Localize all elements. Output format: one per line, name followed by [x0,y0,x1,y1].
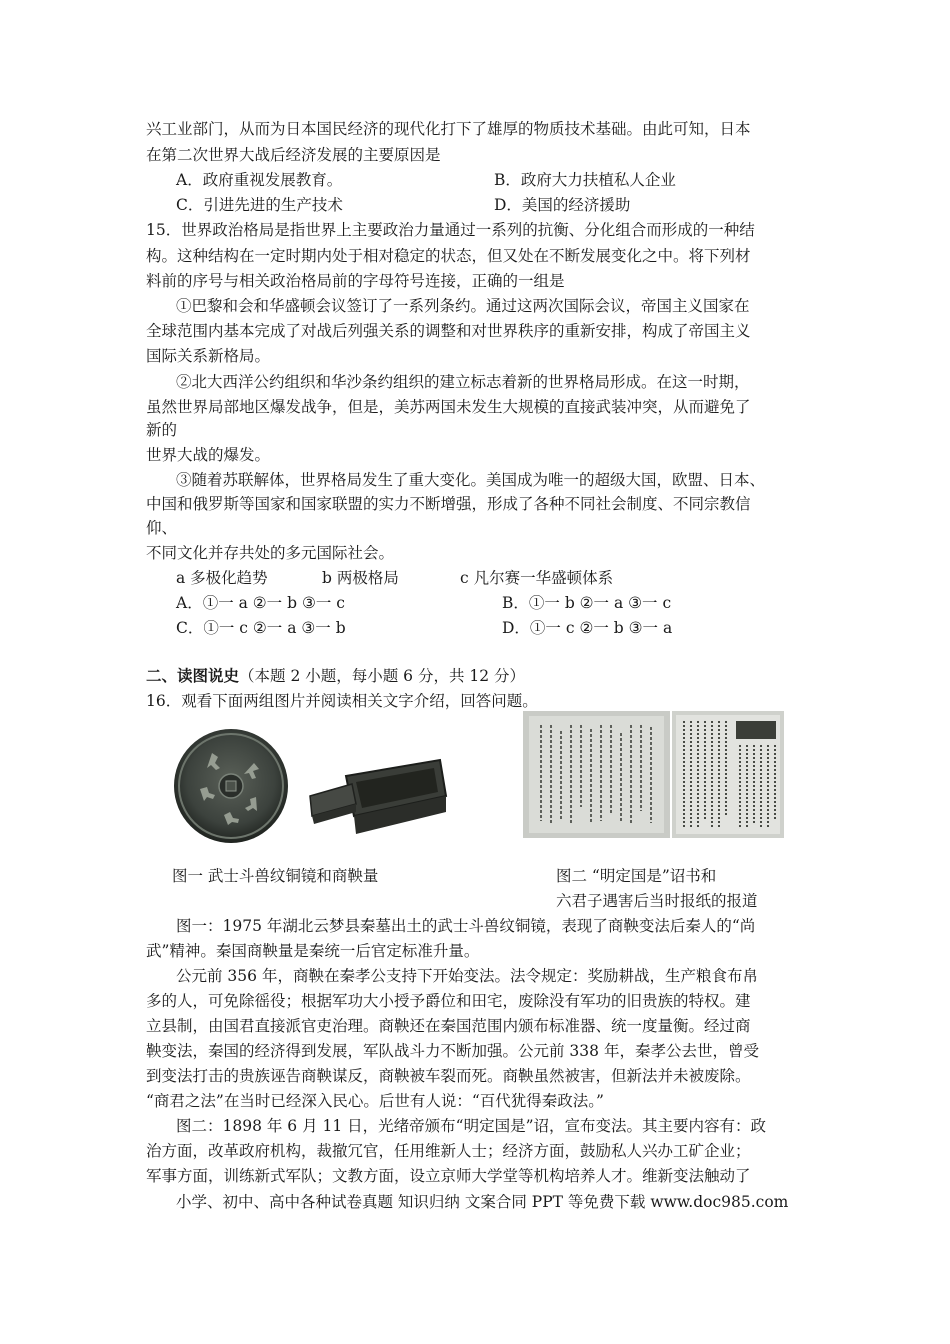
figure-2-caption: 六君子遇害后当时报纸的报道 [556,892,758,910]
section-title: 二、读图说史 [146,667,240,685]
q15-material-3-line: ③随着苏联解体，世界格局发生了重大变化。美国成为唯一的超级大国，欧盟、日本、 [176,471,766,489]
q15-material-1-line: ①巴黎和会和华盛顿会议签订了一系列条约。通过这两次国际会议，帝国主义国家在 [176,297,750,315]
newspaper-report-image [672,711,784,838]
q16-paragraph-line: 到变法打击的贵族诬告商鞅谋反，商鞅被车裂而死。商鞅虽然被害，但新法并未被废除。 [146,1067,751,1085]
q15-stem-line: 15．世界政治格局是指世界上主要政治力量通过一系列的抗衡、分化组合而形成的一种结 [146,221,755,239]
q16-paragraph-line: 鞅变法，秦国的经济得到发展，军队战斗力不断加强。公元前 338 年，秦孝公去世，曾受 [146,1042,759,1060]
q15-material-3-line: 仰、 [146,519,178,537]
q15-stem-line: 料前的序号与相关政治格局前的字母符号连接，正确的一组是 [146,272,565,290]
q16-paragraph-line: 立县制，由国君直接派官吏治理。商鞅还在秦国范围内颁布标准器、统一度量衡。经过商 [146,1017,751,1035]
page-footer: 小学、初中、高中各种试卷真题 知识归纳 文案合同 PPT 等免费下载 www.doc985.com [176,1193,789,1211]
q16-paragraph-line: 多的人，可免除徭役；根据军功大小授予爵位和田宅，废除没有军功的旧贵族的特权。建 [146,992,751,1010]
pattern-b: b 两极格局 [322,569,399,587]
q15-option-b: B．①一 b ②一 a ③一 c [502,594,672,612]
q14-option-b: B．政府大力扶植私人企业 [494,171,676,189]
q15-material-1-line: 全球范围内基本完成了对战后列强关系的调整和对世界秩序的重新安排，构成了帝国主义 [146,322,751,340]
edict-document-image [523,711,670,838]
q14-option-a: A．政府重视发展教育。 [176,171,343,189]
q15-option-d: D．①一 c ②一 b ③一 a [502,619,673,637]
q16-stem: 16．观看下面两组图片并阅读相关文字介绍，回答问题。 [146,692,538,710]
bronze-mirror-image [172,727,290,845]
q14-option-d: D．美国的经济援助 [494,196,631,214]
figure-1-caption: 图一 武士斗兽纹铜镜和商鞅量 [172,867,379,885]
pattern-c: c 凡尔赛一华盛顿体系 [460,569,614,587]
q16-paragraph-line: 图一：1975 年湖北云梦县秦墓出土的武士斗兽纹铜镜，表现了商鞅变法后秦人的“尚 [176,917,756,935]
section-note: （本题 2 小题，每小题 6 分，共 12 分） [239,667,526,685]
pattern-a: a 多极化趋势 [176,569,268,587]
q16-paragraph-line: 武”精神。秦国商鞅量是秦统一后官定标准升量。 [146,942,480,960]
q15-option-a: A．①一 a ②一 b ③一 c [176,594,345,612]
shang-yang-measure-image [306,754,448,842]
q16-paragraph-line: 军事方面，训练新式军队；文教方面，设立京师大学堂等机构培养人才。维新变法触动了 [146,1167,751,1185]
figure-2-caption: 图二 “明定国是”诏书和 [556,867,717,885]
q16-paragraph-line: 图二：1898 年 6 月 11 日，光绪帝颁布“明定国是”诏，宣布变法。其主要内容有：政 [176,1117,767,1135]
q15-material-2-line: 虽然世界局部地区爆发战争，但是，美苏两国未发生大规模的直接武装冲突，从而避免了 [146,398,751,416]
q15-option-c: C．①一 c ②一 a ③一 b [176,619,346,637]
section-heading [146,666,525,686]
q16-paragraph-line: 公元前 356 年，商鞅在秦孝公支持下开始变法。法令规定：奖励耕战，生产粮食布帛 [176,967,758,985]
q15-material-1-line: 国际关系新格局。 [146,347,271,365]
q15-material-3-line: 不同文化并存共处的多元国际社会。 [146,544,395,562]
q16-paragraph-line: 治方面，改革政府机构，裁撤冗官，任用维新人士；经济方面，鼓励私人兴办工矿企业； [146,1142,751,1160]
q15-material-3-line: 中国和俄罗斯等国家和国家联盟的实力不断增强，形成了各种不同社会制度、不同宗教信 [146,495,751,513]
q15-material-2-line: 新的 [146,421,178,439]
q16-paragraph-line: “商君之法”在当时已经深入民心。后世有人说：“百代犹得秦政法。” [146,1092,604,1110]
body-text-line: 兴工业部门，从而为日本国民经济的现代化打下了雄厚的物质技术基础。由此可知，日本 [146,120,751,138]
body-text-line: 在第二次世界大战后经济发展的主要原因是 [146,146,441,164]
q14-option-c: C．引进先进的生产技术 [176,196,343,214]
q15-material-2-line: 世界大战的爆发。 [146,446,271,464]
q15-stem-line: 构。这种结构在一定时期内处于相对稳定的状态，但又处在不断发展变化之中。将下列材 [146,247,751,265]
q15-material-2-line: ②北大西洋公约组织和华沙条约组织的建立标志着新的世界格局形成。在这一时期， [176,373,750,391]
